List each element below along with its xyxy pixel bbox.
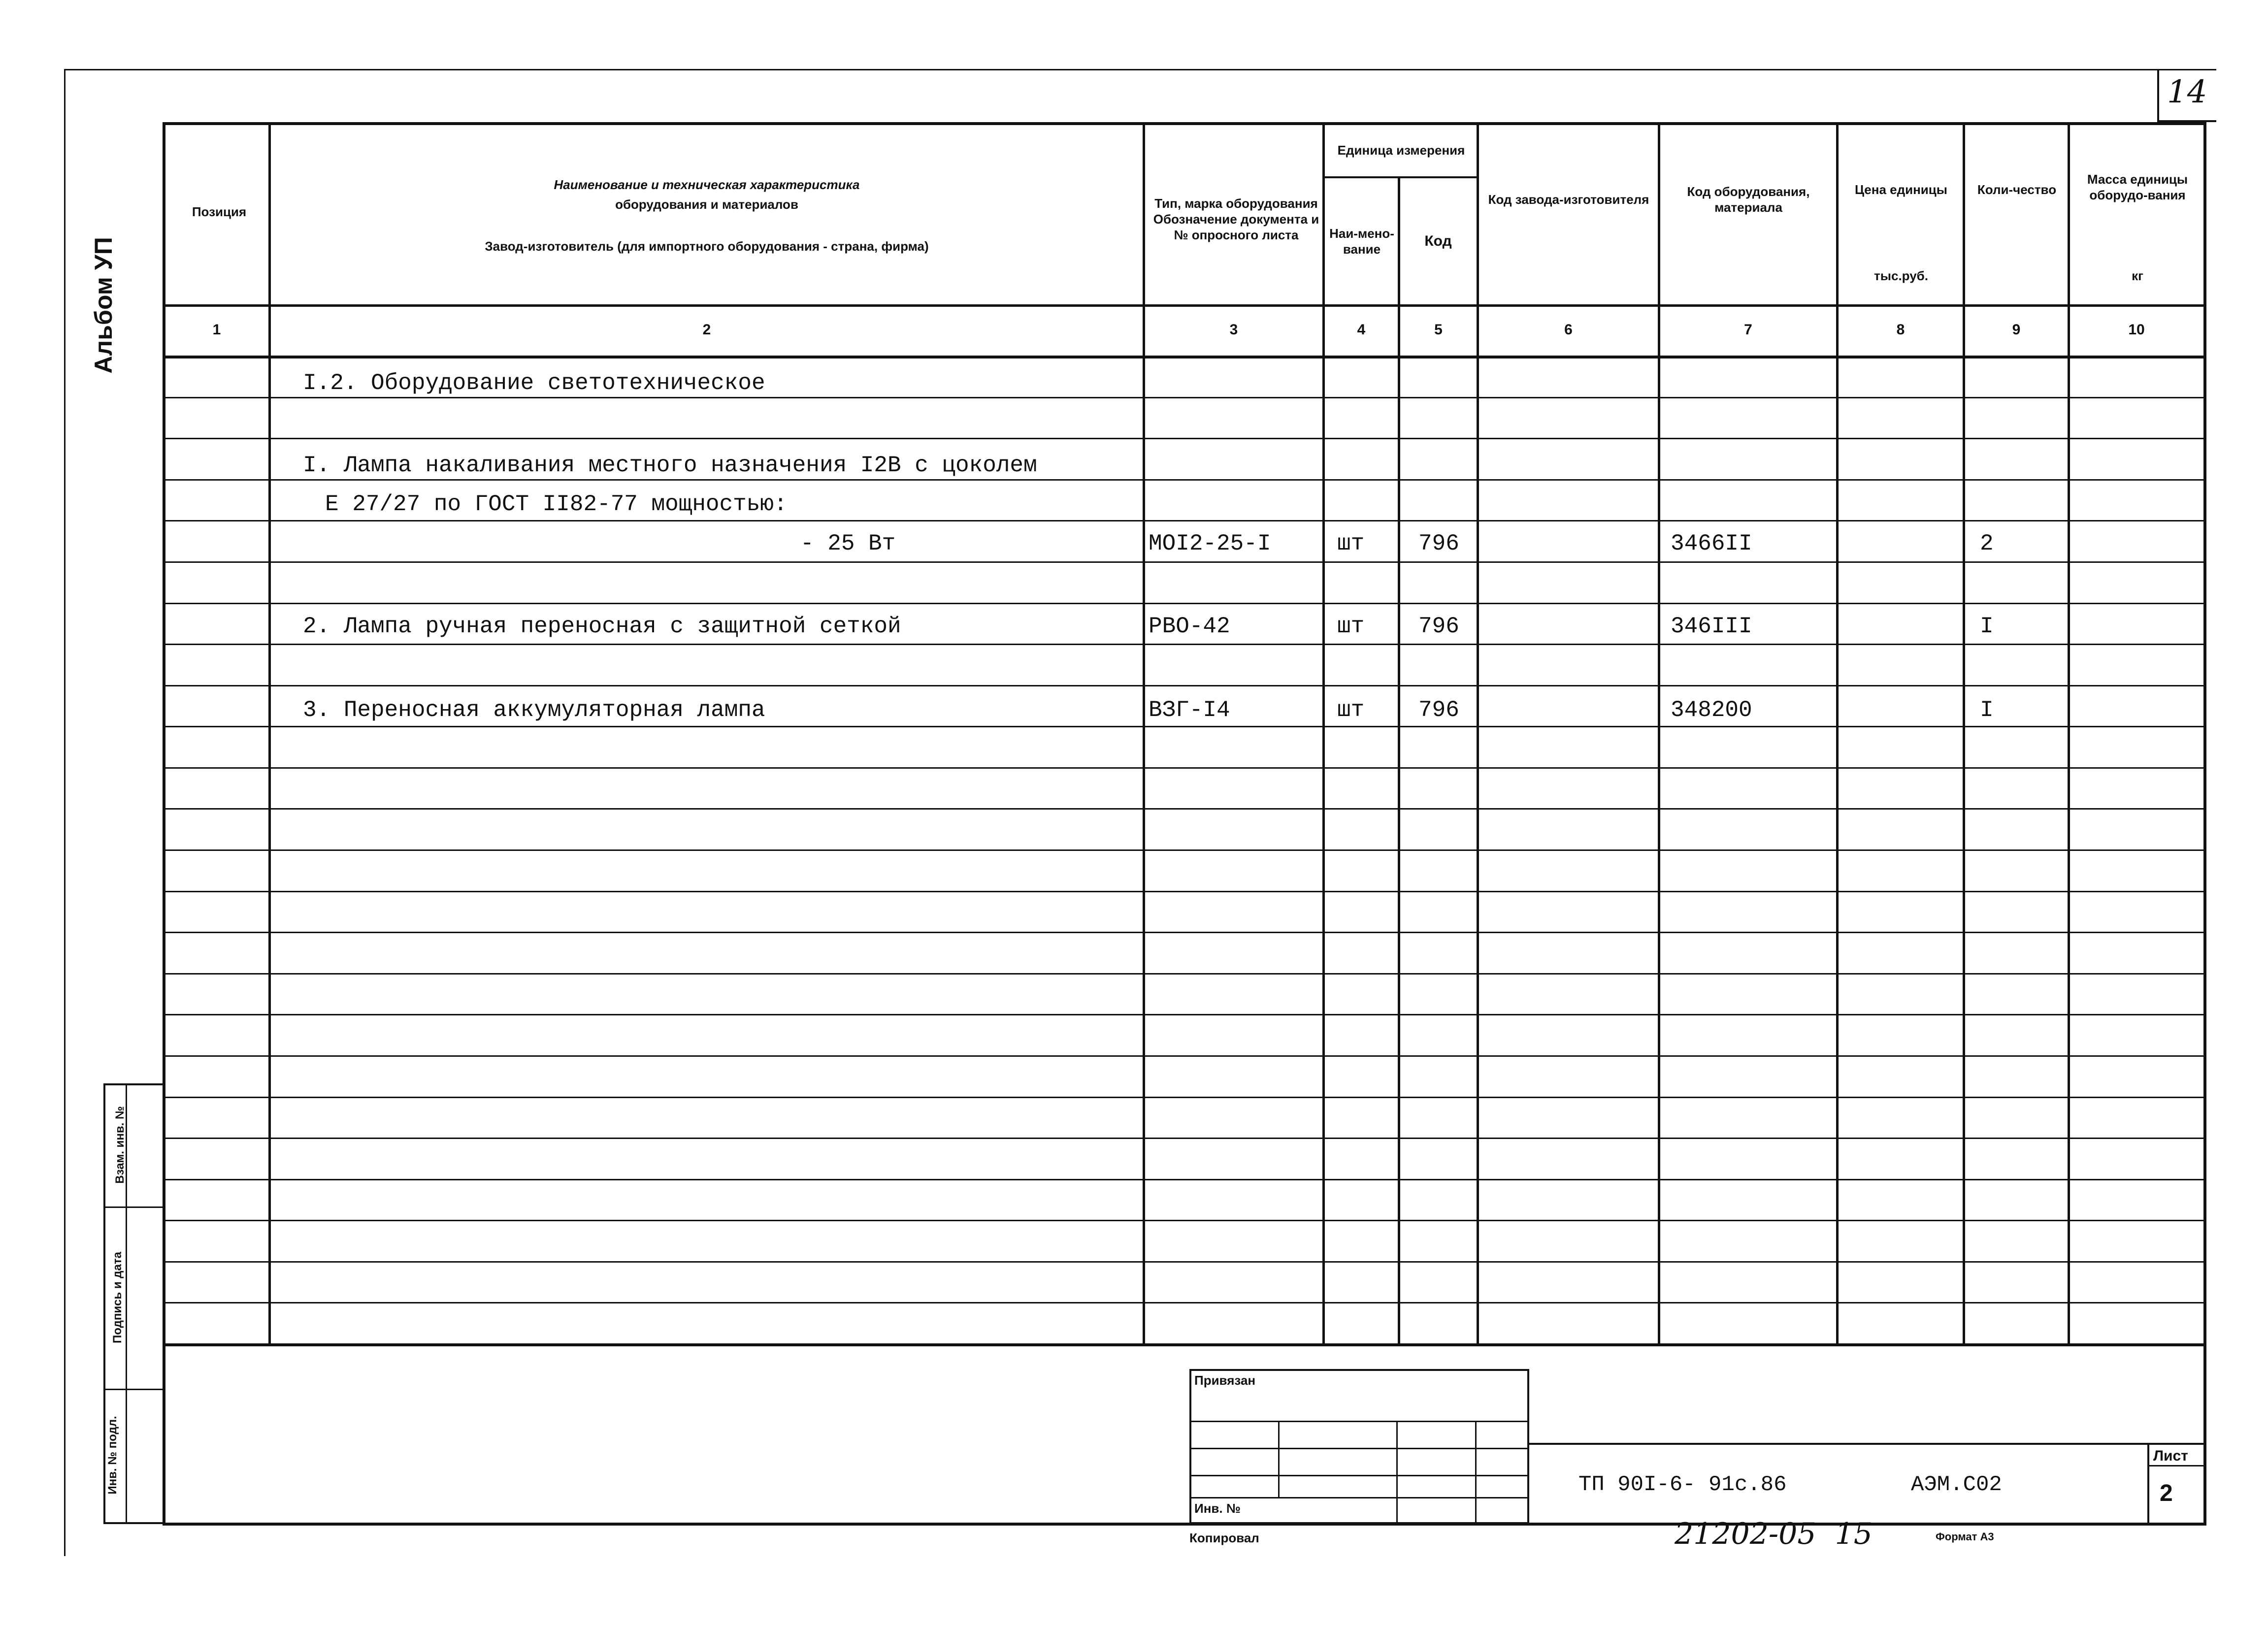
colnum-2: 2 — [702, 322, 711, 338]
stamp-line-1 — [1189, 1421, 1529, 1422]
colnum-8: 8 — [1896, 322, 1905, 338]
title-block-top — [1529, 1443, 2206, 1445]
header-type: Тип, марка оборудования Обозначение документа и № опросного листа — [1153, 196, 1319, 242]
row3-name: I. Лампа накаливания местного назначения I2В с цоколем — [303, 453, 1037, 478]
col-line-4 — [1398, 176, 1400, 1343]
row9-type: ВЗГ-I4 — [1149, 697, 1230, 723]
row-separator — [163, 1138, 2206, 1139]
stamp-format: Формат А3 — [1936, 1530, 1994, 1543]
row9-qty: I — [1980, 697, 1994, 723]
header-mass-unit: кг — [2132, 268, 2143, 283]
header-mass: Масса единицы оборудо-вания — [2087, 172, 2188, 202]
row7-code: 796 — [1418, 614, 1459, 639]
header-unit: Единица измерения — [1337, 143, 1465, 158]
stamp-line-2 — [1189, 1448, 1529, 1449]
row-separator — [163, 644, 2206, 645]
row9-code: 796 — [1418, 697, 1459, 723]
row7-type: РВО-42 — [1149, 614, 1230, 639]
side-stamp-inv: Инв. № подл. — [106, 1416, 119, 1495]
row-separator — [163, 1055, 2206, 1057]
row5-code: 796 — [1418, 531, 1459, 556]
header-unit-name: Наи-мено-вание — [1329, 226, 1394, 257]
stamp-sheet-label: Лист — [2153, 1448, 2188, 1464]
row7-unit: шт — [1337, 614, 1365, 639]
row5-name: - 25 Вт — [800, 531, 896, 556]
stamp-vline-2 — [1396, 1421, 1398, 1524]
page-number-handwritten: 14 — [2167, 74, 2207, 110]
row-separator — [163, 1014, 2206, 1015]
row-separator — [163, 808, 2206, 810]
side-stamp-podpis: Подпись и дата — [111, 1252, 124, 1343]
row-separator — [163, 520, 2206, 521]
side-stamp-vzam: Взам. инв. № — [113, 1106, 127, 1184]
row9-name: 3. Переносная аккумуляторная лампа — [303, 697, 765, 723]
header-name-line2: оборудования и материалов — [615, 197, 798, 212]
row5-qty: 2 — [1980, 531, 1994, 556]
stamp-vline-3 — [1475, 1421, 1477, 1524]
stamp-doc-code: ТП 90I-6- 91с.86 — [1578, 1472, 1787, 1497]
header-price: Цена единицы — [1855, 182, 1947, 197]
row-separator — [163, 685, 2206, 686]
row5-material: 3466II — [1671, 531, 1752, 556]
row7-name: 2. Лампа ручная переносная с защитной сеткой — [303, 614, 901, 639]
header-bottom-line — [163, 304, 2206, 307]
row-separator — [163, 973, 2206, 975]
stamp-kopiroval: Копировал — [1189, 1530, 1259, 1545]
colnum-1: 1 — [212, 322, 221, 338]
header-material-code: Код оборудования, материала — [1687, 184, 1810, 215]
row5-unit: шт — [1337, 531, 1365, 556]
row-separator — [163, 726, 2206, 727]
header-name-line1: Наименование и техническая характеристика — [554, 177, 860, 192]
side-stamp-sep-1 — [103, 1206, 165, 1208]
side-stamp-sep-2 — [103, 1389, 165, 1390]
row1-name: I.2. Оборудование светотехническое — [303, 370, 765, 396]
header-unit-code: Код — [1424, 233, 1452, 249]
colnum-bottom-line — [163, 356, 2206, 358]
row-separator — [163, 1302, 2206, 1303]
row-separator — [163, 932, 2206, 933]
stamp-line-4 — [1189, 1497, 1529, 1498]
row-separator — [163, 891, 2206, 892]
row9-unit: шт — [1337, 697, 1365, 723]
colnum-10: 10 — [2128, 322, 2145, 338]
header-factory-code: Код завода-изготовителя — [1488, 192, 1649, 207]
stamp-doc-mark: АЭМ.С02 — [1911, 1472, 2002, 1497]
row-separator — [163, 438, 2206, 439]
colnum-5: 5 — [1434, 322, 1443, 338]
colnum-3: 3 — [1229, 322, 1238, 338]
row-separator — [163, 1261, 2206, 1263]
header-name-line3: Завод-изготовитель (для импортного оборудования - страна, фирма) — [485, 239, 929, 254]
colnum-6: 6 — [1564, 322, 1573, 338]
stamp-vline-1 — [1278, 1421, 1280, 1497]
unit-subheader-line — [1322, 176, 1477, 178]
row-separator — [163, 767, 2206, 769]
stamp-line-3 — [1189, 1475, 1529, 1476]
row-separator — [163, 849, 2206, 851]
colnum-7: 7 — [1744, 322, 1752, 338]
row7-material: 346III — [1671, 614, 1752, 639]
album-label: Альбом УП — [90, 237, 117, 374]
row-separator — [163, 561, 2206, 563]
colnum-4: 4 — [1357, 322, 1366, 338]
row-separator — [163, 1220, 2206, 1221]
row-separator — [163, 1179, 2206, 1180]
row4-name: Е 27/27 по ГОСТ II82-77 мощностью: — [325, 491, 788, 517]
stamp-inv-no: Инв. № — [1194, 1501, 1241, 1516]
row-separator — [163, 603, 2206, 604]
row-separator — [163, 1097, 2206, 1098]
stamp-sheet-no: 2 — [2160, 1480, 2173, 1506]
row7-qty: I — [1980, 614, 1994, 639]
header-price-unit: тыс.руб. — [1874, 268, 1928, 283]
row5-type: МОI2-25-I — [1149, 531, 1271, 556]
header-quantity: Коли-чество — [1977, 182, 2057, 197]
stamp-privyazan: Привязан — [1194, 1373, 1256, 1388]
row9-material: 348200 — [1671, 697, 1752, 723]
header-position: Позиция — [192, 204, 247, 219]
stamp-handwritten-no: 21202-05 15 — [1675, 1517, 1873, 1551]
table-bottom-line — [163, 1343, 2206, 1346]
sheet-box-sep — [2147, 1465, 2206, 1466]
colnum-9: 9 — [2012, 322, 2021, 338]
